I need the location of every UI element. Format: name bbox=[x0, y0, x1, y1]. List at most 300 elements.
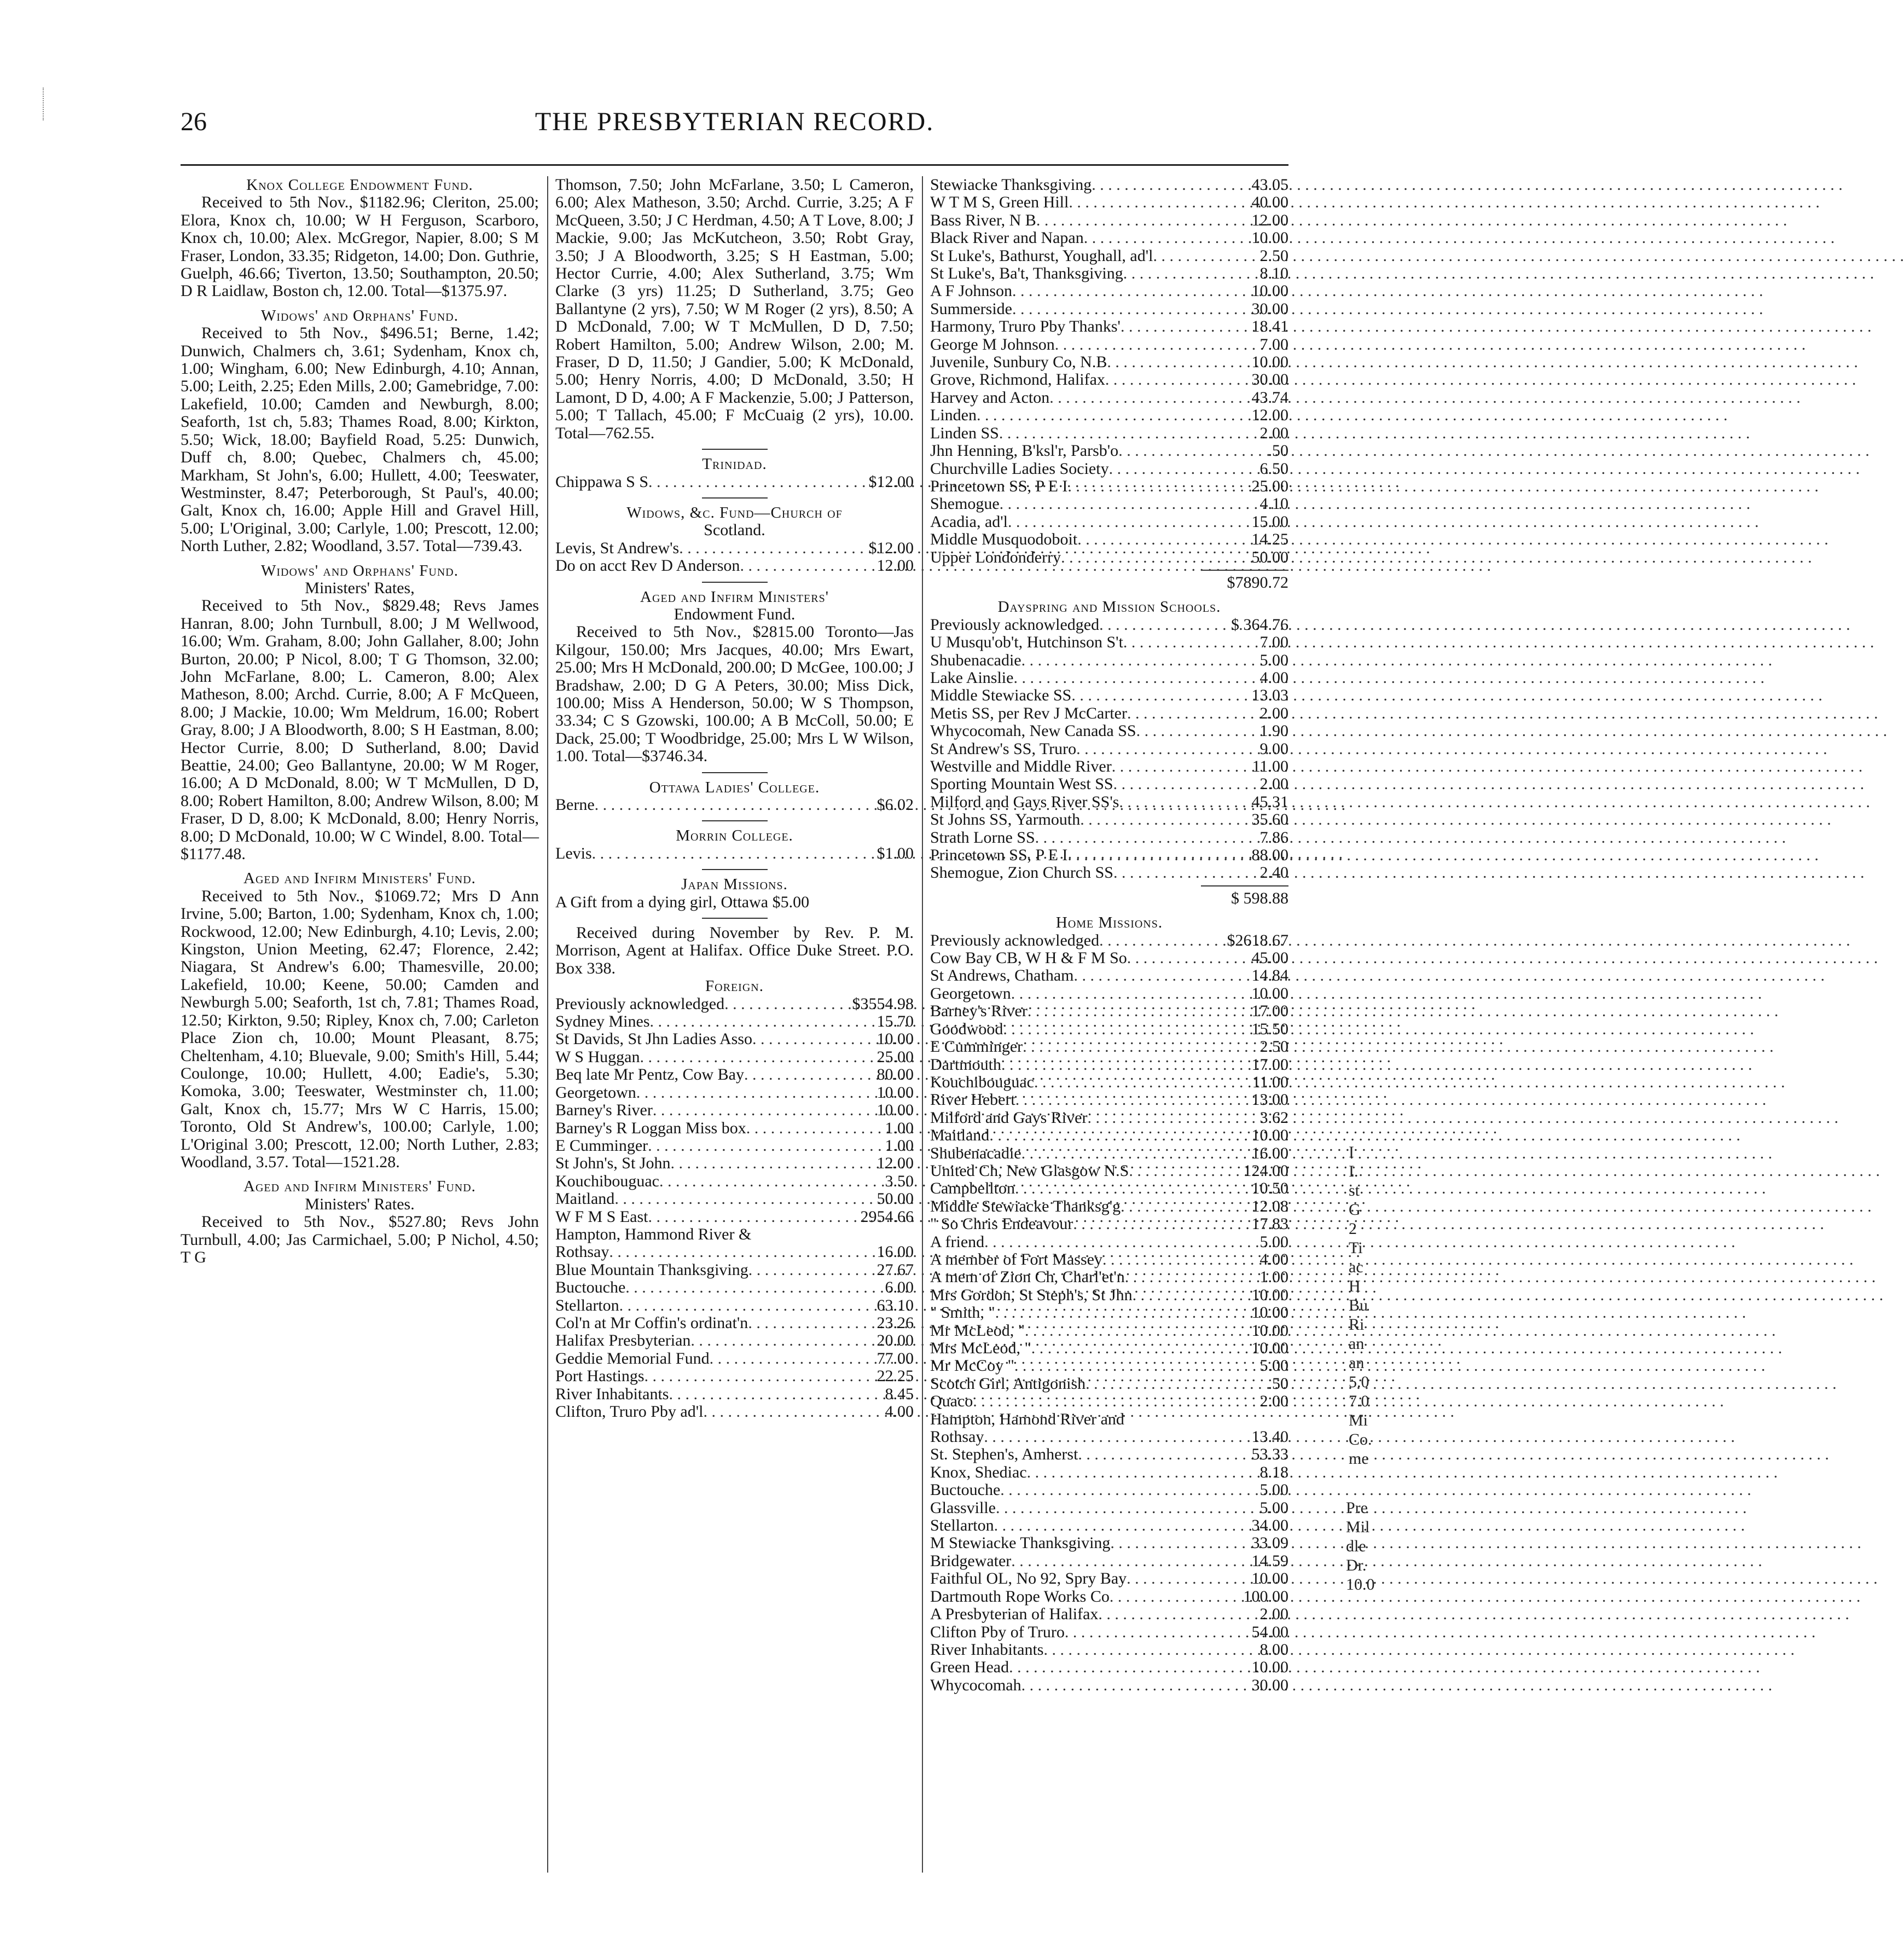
item-name: Hampton, Hamond River and bbox=[930, 1410, 1124, 1428]
item-name: Lake Ainslie bbox=[930, 668, 1014, 687]
list-item bbox=[555, 1048, 914, 1066]
list-item bbox=[930, 1481, 1288, 1499]
item-amount: 45.31 bbox=[1251, 792, 1288, 811]
item-amount: 53.33 bbox=[1251, 1445, 1288, 1464]
section-intro: Received during November by Rev. P. M. Morrison, Agent at Halifax. Office Duke Street. P.O. Box 338. bbox=[555, 924, 914, 977]
item-amount: 1.90 bbox=[1259, 722, 1288, 740]
section-title: Dayspring and Mission Schools. bbox=[997, 598, 1221, 616]
item-amount: 12.00 bbox=[1251, 211, 1288, 229]
list-item bbox=[930, 1109, 1288, 1127]
item-amount: 2.40 bbox=[1259, 864, 1288, 882]
item-amount: 10.00 bbox=[876, 1083, 914, 1102]
list-item bbox=[930, 371, 1288, 389]
item-amount: 4.00 bbox=[1259, 1250, 1288, 1268]
item-amount: 10.50 bbox=[1251, 1179, 1288, 1198]
column-2 bbox=[555, 176, 914, 1873]
item-amount: 4.00 bbox=[1259, 668, 1288, 687]
item-name: Milford and Gays River SS's bbox=[930, 792, 1119, 811]
section-title: Widows' and Orphans' Fund. bbox=[260, 306, 459, 324]
item-amount: 54.00 bbox=[1251, 1622, 1288, 1641]
section-text: Received to 5th Nov., $1069.72; Mrs D Ann Irvine, 5.00; Barton, 1.00; Sydenham, Knox ch, 1.00; Rockwood, 12.00; New Edinburgh, 4.10; Levis, 2.00; Kingston, Union Meeting, 62.47; Florence, 2.42; Niagara, St Andrew's 6.00; Thamesville, 20.00; Lakefield, 10.00; Keene, 50.00; Camden and Newburgh 5.00; Seaforth, 1st ch, 7.81; Thames Road, 12.50; Kirkton, 9.50; Ripley, Knox ch, 7.00; Carleton Place Zion ch, 10.00; Mount Pleasant, 8.75; Cheltenham, 4.10; Bluevale, 9.00; Smith's Hill, 5.44; Coulonge, 10.00; Hullett, 4.00; Eadie's, 5.30; Komoka, 3.00; Teeswater, Westminster ch, 11.00; Galt, Knox ch, 15.77; Mrs W C Harris, 15.00; Toronto, Old St Andrew's, 100.00; Carlyle, 1.00; L'Original 3.00; Prescott, 12.00; North Luther, 2.83; Woodland, 3.57. Total—1521.28. bbox=[181, 886, 539, 1171]
list-item bbox=[930, 1074, 1288, 1091]
leader-dots bbox=[1099, 932, 1223, 949]
list-item bbox=[930, 354, 1288, 371]
item-name: A member of Fort Massey bbox=[930, 1250, 1102, 1268]
item-amount: 10.00 bbox=[1251, 984, 1288, 1003]
item-name: St Andrews, Chatham bbox=[930, 966, 1074, 985]
item-amount: 25.00 bbox=[1251, 477, 1288, 495]
list-item bbox=[555, 1261, 914, 1279]
leader-dots bbox=[625, 1279, 881, 1296]
item-amount: 10.00 bbox=[1251, 353, 1288, 372]
item-name: Stewiacke Thanksgiving bbox=[930, 176, 1092, 194]
margin-fragment: G bbox=[1349, 1201, 1361, 1219]
item-name: Scotch Girl, Antigonish bbox=[930, 1374, 1086, 1393]
item-amount: 5.00 bbox=[1259, 1232, 1288, 1251]
leader-dots bbox=[1012, 300, 1249, 318]
item-name: Blue Mountain Thanksgiving bbox=[555, 1260, 748, 1279]
leader-dots bbox=[1092, 176, 1248, 194]
list-item bbox=[930, 793, 1288, 811]
item-amount: 11.00 bbox=[1252, 1073, 1288, 1091]
item-amount: 6.50 bbox=[1259, 459, 1288, 478]
list-item bbox=[930, 425, 1288, 442]
leader-dots bbox=[1015, 1091, 1249, 1109]
list-item bbox=[930, 1677, 1288, 1694]
leader-dots bbox=[1077, 531, 1248, 548]
item-amount: 2.50 bbox=[1259, 246, 1288, 265]
item-amount: 35.60 bbox=[1251, 810, 1288, 829]
list-item bbox=[930, 1180, 1288, 1197]
list-item bbox=[930, 864, 1288, 882]
leader-dots bbox=[1069, 194, 1248, 211]
leader-dots bbox=[1119, 793, 1248, 811]
item-name: Mrs McLeod, " bbox=[930, 1339, 1031, 1357]
list-item bbox=[930, 616, 1288, 634]
item-amount: 45.00 bbox=[1251, 949, 1288, 967]
leader-dots bbox=[1031, 1340, 1249, 1357]
leader-dots bbox=[1012, 282, 1248, 300]
list-item bbox=[555, 1190, 914, 1208]
section-title: Japan Missions. bbox=[681, 876, 788, 894]
leader-dots bbox=[746, 1120, 882, 1137]
item-amount: $ 364.76 bbox=[1231, 615, 1288, 634]
leader-dots bbox=[640, 1048, 873, 1066]
list-item bbox=[930, 460, 1288, 478]
margin-fragment: 2 bbox=[1349, 1220, 1357, 1238]
item-amount: $6.02 bbox=[876, 796, 914, 814]
section-title: Aged and Infirm Ministers' Fund. bbox=[243, 1178, 476, 1196]
list-item bbox=[930, 1251, 1288, 1268]
list-item bbox=[930, 811, 1288, 828]
list-item bbox=[930, 265, 1288, 282]
item-name: Georgetown bbox=[555, 1083, 636, 1102]
leader-dots bbox=[1061, 549, 1248, 566]
section-text: Received to 5th Nov., $496.51; Berne, 1.42; Dunwich, Chalmers ch, 3.61; Sydenham, Knox ch, 1.00; Wingham, 6.00; New Edinburgh, 4.10; Annan, 5.00; Leith, 2.25; Eden Mills, 2.00; Gamebridge, 7.00: Lakefield, 10.00; Camden and Newburgh, 8.00; Seaforth, 1st ch, 5.83; Thames Road, 8.00; Kirkton, 5.50; Wick, 18.00; Bayfield Road, 5.25: Dunwich, Duff ch, 8.00; Quebec, Chalmers ch, 45.00; Markham, St John's, 6.00; Hullett, 4.00; Teeswater, Westminster, 8.47; Peterborough, St Paul's, 40.00; Galt, Knox ch, 16.00; Apple Hill and Gravel Hill, 5.00; L'Original, 3.00; Carlyle, 1.00; Prescott, 12.00; North Luther, 2.82; Woodland, 3.57. Total—739.43. bbox=[181, 324, 539, 555]
leader-dots bbox=[1027, 1464, 1257, 1481]
leader-dots bbox=[1110, 1588, 1240, 1606]
margin-fragment: I bbox=[1349, 1143, 1354, 1161]
list-item bbox=[930, 1428, 1288, 1446]
item-name: W T M S, Green Hill bbox=[930, 193, 1069, 212]
leader-dots bbox=[1036, 212, 1249, 229]
leader-dots bbox=[1123, 634, 1257, 651]
item-name: Shemogue bbox=[930, 495, 1000, 513]
item-name: George M Johnson bbox=[930, 335, 1055, 354]
item-amount: 80.00 bbox=[876, 1065, 914, 1084]
list-item bbox=[555, 1173, 914, 1190]
section-total: $ 598.88 bbox=[1231, 889, 1288, 907]
list-item bbox=[930, 1499, 1288, 1517]
item-name: Summerside bbox=[930, 299, 1012, 318]
leader-dots bbox=[1127, 705, 1257, 722]
list-item bbox=[930, 1517, 1288, 1534]
item-amount: 43.74 bbox=[1251, 388, 1288, 407]
leader-dots bbox=[1109, 460, 1257, 478]
item-amount: $3554.98 bbox=[852, 994, 914, 1013]
item-amount: 30.00 bbox=[1251, 370, 1288, 389]
item-name: Rothsay bbox=[555, 1243, 609, 1261]
leader-dots bbox=[1073, 1215, 1248, 1233]
item-name: St. Stephen's, Amherst bbox=[930, 1445, 1078, 1464]
item-name: Milford and Gays River bbox=[930, 1108, 1088, 1127]
margin-fragment: 10.0 bbox=[1346, 1575, 1375, 1593]
list-item bbox=[555, 995, 914, 1013]
adjacent-page-edge bbox=[1294, 77, 1381, 1882]
list-item bbox=[930, 967, 1288, 984]
item-name: Campbellton bbox=[930, 1179, 1015, 1198]
section bbox=[181, 1178, 539, 1266]
item-amount: 16.00 bbox=[876, 1243, 914, 1261]
column-1 bbox=[181, 176, 539, 1873]
item-amount: 1.00 bbox=[1259, 1268, 1288, 1287]
item-name: Juvenile, Sunbury Co, N.B bbox=[930, 353, 1107, 372]
margin-fragment: an bbox=[1349, 1335, 1365, 1353]
item-name: A F Johnson bbox=[930, 282, 1013, 300]
list-item bbox=[930, 1287, 1288, 1304]
section-title: Home Missions. bbox=[1055, 914, 1163, 932]
section bbox=[555, 924, 914, 1421]
leader-dots bbox=[1078, 1446, 1248, 1463]
section-rule bbox=[702, 869, 768, 870]
item-name: Green Head bbox=[930, 1658, 1009, 1677]
item-amount: 13.03 bbox=[1251, 686, 1288, 705]
leader-dots bbox=[1021, 1145, 1249, 1162]
section bbox=[555, 827, 914, 862]
item-name: Linden SS bbox=[930, 424, 999, 442]
list-item bbox=[555, 1084, 914, 1102]
list-item bbox=[930, 652, 1288, 669]
item-amount: 12.00 bbox=[876, 557, 914, 575]
leader-dots bbox=[1085, 1375, 1264, 1393]
item-amount: 100.00 bbox=[1243, 1587, 1288, 1606]
item-amount: 10.00 bbox=[1251, 1321, 1288, 1340]
item-amount: 50.00 bbox=[876, 1190, 914, 1208]
list-item bbox=[555, 1013, 914, 1030]
item-name: Middle Musquodoboit bbox=[930, 530, 1078, 549]
item-amount: 2.00 bbox=[1259, 1392, 1288, 1411]
leader-dots bbox=[1023, 1038, 1256, 1056]
item-amount: .50 bbox=[1268, 1374, 1288, 1393]
section-rule bbox=[702, 820, 768, 821]
leader-dots bbox=[996, 1499, 1257, 1517]
list-item bbox=[555, 557, 914, 575]
item-amount: 4.00 bbox=[885, 1403, 914, 1421]
section bbox=[555, 588, 914, 766]
leader-dots bbox=[1013, 669, 1256, 687]
item-name: A friend bbox=[930, 1232, 985, 1251]
item-amount: 30.00 bbox=[1251, 299, 1288, 318]
list-item bbox=[930, 634, 1288, 651]
leader-dots bbox=[1107, 354, 1248, 371]
column-3 bbox=[930, 176, 1288, 1873]
list-item bbox=[930, 513, 1288, 531]
list-item bbox=[555, 1350, 914, 1367]
margin-fragment: Mi bbox=[1349, 1411, 1368, 1429]
list-item bbox=[930, 985, 1288, 1003]
leader-dots bbox=[619, 1297, 874, 1314]
item-name: Port Hastings bbox=[555, 1367, 645, 1386]
list-item bbox=[930, 1304, 1288, 1322]
leader-dots bbox=[1021, 1677, 1249, 1694]
leader-dots bbox=[1035, 829, 1257, 847]
section-rule bbox=[702, 449, 768, 450]
margin-fragment: Ri bbox=[1349, 1316, 1365, 1334]
margin-fragment: 7.0 bbox=[1349, 1392, 1369, 1410]
list-item bbox=[930, 1215, 1288, 1233]
item-name: Grove, Richmond, Halifax bbox=[930, 370, 1105, 389]
item-name: Black River and Napan bbox=[930, 229, 1084, 247]
item-amount: 40.00 bbox=[1251, 193, 1288, 212]
item-name: Whycocomah bbox=[930, 1676, 1021, 1694]
list-item bbox=[930, 407, 1288, 424]
leader-dots bbox=[984, 1428, 1248, 1446]
list-item bbox=[555, 540, 914, 557]
list-item bbox=[930, 1534, 1288, 1552]
leader-dots bbox=[595, 796, 874, 814]
item-amount: 30.00 bbox=[1251, 1676, 1288, 1694]
item-name: Middle Stewiacke SS bbox=[930, 686, 1072, 705]
item-name: Princetown SS, P E I bbox=[930, 477, 1068, 495]
leader-dots bbox=[724, 995, 849, 1013]
item-name: Bridgewater bbox=[930, 1551, 1012, 1570]
item-name: River Inhabitants bbox=[555, 1384, 669, 1403]
list-item bbox=[555, 1155, 914, 1172]
item-amount: .50 bbox=[1268, 442, 1288, 460]
list-item bbox=[930, 1003, 1288, 1020]
list-item bbox=[930, 1268, 1288, 1286]
leader-dots bbox=[984, 1233, 1256, 1251]
margin-fragment: Bu bbox=[1349, 1296, 1368, 1314]
item-name: Mr McLeod, " bbox=[930, 1321, 1025, 1340]
list-item bbox=[930, 1570, 1288, 1587]
item-amount: 22.25 bbox=[876, 1367, 914, 1386]
list-item bbox=[930, 1038, 1288, 1056]
leader-dots bbox=[1043, 1641, 1256, 1659]
leader-dots bbox=[973, 1393, 1256, 1410]
list-item bbox=[555, 473, 914, 491]
leader-dots bbox=[1125, 1268, 1257, 1286]
leader-dots bbox=[1071, 687, 1248, 704]
item-amount: 23.26 bbox=[876, 1313, 914, 1332]
item-name: Shubenacadie bbox=[930, 651, 1021, 669]
item-name: Glassville bbox=[930, 1498, 996, 1517]
list-item bbox=[930, 1127, 1288, 1144]
margin-fragment: an bbox=[1349, 1354, 1365, 1372]
item-amount: 3.62 bbox=[1259, 1108, 1288, 1127]
item-amount: 5.00 bbox=[1259, 1357, 1288, 1375]
list-item bbox=[930, 300, 1288, 318]
list-item bbox=[555, 1332, 914, 1349]
margin-fragment: me bbox=[1349, 1450, 1369, 1468]
list-item bbox=[930, 932, 1288, 949]
item-name: Geddie Memorial Fund bbox=[555, 1349, 710, 1367]
item-name: Halifax Presbyterian bbox=[555, 1331, 691, 1350]
item-amount: 9.00 bbox=[1259, 739, 1288, 758]
list-item bbox=[555, 1243, 914, 1261]
item-name: Dartmouth Rope Works Co bbox=[930, 1587, 1110, 1606]
leader-dots bbox=[748, 1261, 874, 1279]
item-name: Faithful OL, No 92, Spry Bay bbox=[930, 1569, 1127, 1588]
item-name: Barney's River bbox=[930, 1002, 1028, 1021]
item-name: Stellarton bbox=[555, 1296, 619, 1314]
item-name: Barney's R Loggan Miss box bbox=[555, 1119, 746, 1137]
list-item bbox=[930, 1588, 1288, 1606]
item-amount: 3.50 bbox=[885, 1172, 914, 1190]
item-name: Kouchibouguac bbox=[930, 1073, 1034, 1091]
section-title: Trinidad. bbox=[702, 455, 767, 473]
section-rule bbox=[702, 772, 768, 773]
item-name: Goodwood bbox=[930, 1019, 1003, 1038]
item-name: Quaco bbox=[930, 1392, 973, 1411]
leader-dots bbox=[1015, 1180, 1249, 1197]
leader-dots bbox=[1074, 967, 1249, 984]
item-name: River Hebert bbox=[930, 1091, 1015, 1109]
leader-dots bbox=[679, 540, 865, 557]
item-name: Princetown SS, P E I bbox=[930, 846, 1068, 865]
leader-dots bbox=[1121, 318, 1249, 335]
item-name: Clifton Pby of Truro bbox=[930, 1622, 1065, 1641]
section-title: Aged and Infirm Ministers' bbox=[640, 588, 829, 606]
item-amount: 2.00 bbox=[1259, 775, 1288, 793]
item-name: Harmony, Truro Pby Thanks' bbox=[930, 317, 1121, 336]
list-item bbox=[555, 1297, 914, 1314]
list-item bbox=[930, 318, 1288, 335]
section bbox=[555, 455, 914, 491]
leader-dots bbox=[1136, 722, 1257, 740]
item-amount: 14.25 bbox=[1251, 530, 1288, 549]
leader-dots bbox=[690, 1332, 873, 1349]
item-name: Acadia, ad'l bbox=[930, 512, 1008, 531]
item-name: Previously acknowledged bbox=[930, 931, 1100, 949]
item-name: Strath Lorne SS bbox=[930, 828, 1035, 847]
item-name: St Davids, St Jhn Ladies Asso bbox=[555, 1030, 753, 1048]
leader-dots bbox=[636, 1084, 874, 1102]
item-amount: 10.00 bbox=[1251, 1126, 1288, 1145]
list-item bbox=[930, 1411, 1288, 1428]
list-item bbox=[930, 687, 1288, 704]
leader-dots bbox=[1001, 1056, 1249, 1074]
item-name: Linden bbox=[930, 406, 977, 425]
item-amount: 12.08 bbox=[1251, 1197, 1288, 1215]
section-rule bbox=[702, 582, 768, 583]
item-name: Kouchibouguac bbox=[555, 1172, 659, 1190]
leader-dots bbox=[1123, 265, 1257, 282]
item-name: Harvey and Acton bbox=[930, 388, 1050, 407]
item-amount: 1.00 bbox=[885, 1119, 914, 1137]
leader-dots bbox=[669, 1386, 881, 1403]
list-item bbox=[555, 1279, 914, 1296]
item-name: Levis bbox=[555, 844, 592, 862]
leader-dots bbox=[614, 1190, 873, 1208]
section-subtitle: Scotland. bbox=[704, 521, 765, 540]
item-name: Berne bbox=[555, 796, 595, 814]
margin-fragment: Co. bbox=[1349, 1430, 1372, 1448]
list-item bbox=[930, 1375, 1288, 1393]
section-text: Received to 5th Nov., $1182.96; Cleriton, 25.00; Elora, Knox ch, 10.00; W H Ferguson, Scarboro, Knox ch, 10.00; Alex. McGregor, Napier, 8.00; S M Fraser, London, 33.35; Ridgeton, 14.00; Don. Guthrie, Guelph, 46.66; Tiverton, 13.50; Southampton, 20.50; D R Laidlaw, Boston ch, 12.00. Total—$1375.97. bbox=[181, 193, 539, 300]
item-name: Previously acknowledged bbox=[930, 615, 1100, 634]
leader-dots bbox=[645, 1367, 874, 1385]
leader-dots bbox=[1009, 1659, 1248, 1676]
leader-dots bbox=[1065, 1624, 1249, 1641]
item-name: St Luke's, Ba't, Thanksgiving bbox=[930, 264, 1123, 283]
item-amount: 2.50 bbox=[1259, 1038, 1288, 1056]
margin-fragment: st bbox=[1349, 1181, 1360, 1200]
section-title: Aged and Infirm Ministers' Fund. bbox=[243, 870, 476, 888]
list-item bbox=[930, 740, 1288, 758]
list-item bbox=[555, 1137, 914, 1155]
leader-dots bbox=[1000, 495, 1257, 513]
section bbox=[555, 504, 914, 575]
list-item bbox=[555, 1066, 914, 1083]
list-item bbox=[930, 549, 1288, 566]
item-amount: 124.00 bbox=[1243, 1161, 1288, 1180]
leader-dots bbox=[1067, 478, 1248, 495]
item-name: E Cumminger bbox=[555, 1136, 648, 1155]
item-name: Rothsay bbox=[930, 1428, 984, 1446]
item-amount: 88.00 bbox=[1251, 846, 1288, 865]
leader-dots bbox=[752, 1030, 873, 1048]
item-amount: 15.00 bbox=[1251, 512, 1288, 531]
item-name: Georgetown bbox=[930, 984, 1011, 1003]
item-name: Metis SS, per Rev J McCarter bbox=[930, 704, 1127, 722]
margin-fragment: Pre bbox=[1346, 1499, 1368, 1517]
section-rule bbox=[702, 918, 768, 919]
item-name: M Stewiacke Thanksgiving bbox=[930, 1534, 1111, 1552]
item-name: Stellarton bbox=[930, 1516, 994, 1535]
list-item bbox=[930, 1606, 1288, 1623]
item-name: St John's, St John bbox=[555, 1154, 671, 1173]
item-amount: 2954.66 bbox=[860, 1207, 914, 1226]
margin-fragment: ac bbox=[1349, 1258, 1363, 1276]
leader-dots bbox=[1098, 1606, 1256, 1623]
margin-fragment: 5.0 bbox=[1349, 1373, 1369, 1391]
leader-dots bbox=[1105, 371, 1249, 389]
item-amount: 2.00 bbox=[1259, 424, 1288, 442]
item-name: River Inhabitants bbox=[930, 1640, 1044, 1659]
item-name: " Smith, " bbox=[930, 1303, 995, 1322]
leader-dots bbox=[1011, 1552, 1248, 1570]
column-divider bbox=[922, 176, 923, 1873]
item-name: Previously acknowledged bbox=[555, 994, 725, 1013]
page-header bbox=[181, 107, 1288, 156]
list-item bbox=[930, 1021, 1288, 1038]
item-amount: 12.00 bbox=[1251, 406, 1288, 425]
item-amount: 1.00 bbox=[885, 1136, 914, 1155]
item-amount: 10.00 bbox=[876, 1030, 914, 1048]
list-item bbox=[930, 1357, 1288, 1375]
item-amount: 25.00 bbox=[876, 1047, 914, 1066]
